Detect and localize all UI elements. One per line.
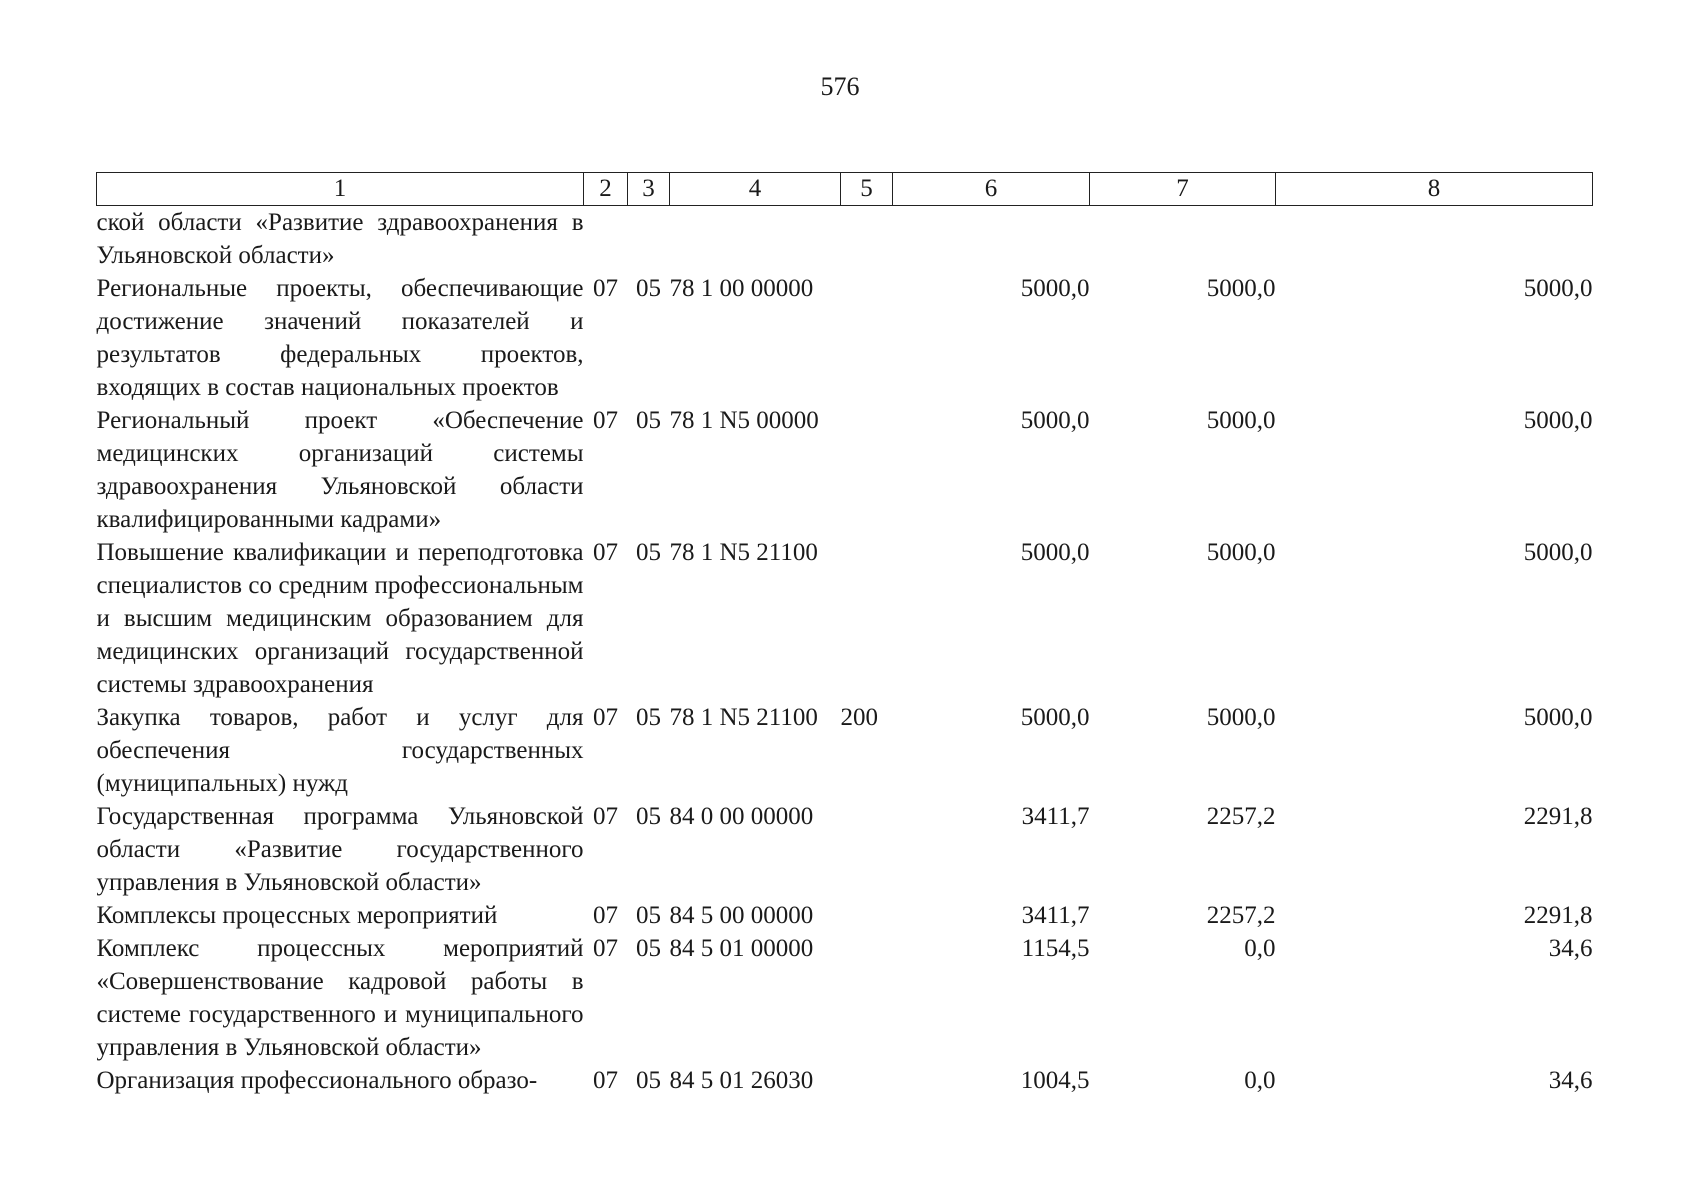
expense-type-code: 200 — [840, 704, 878, 731]
row-name: Государственная программа Ульяновской области «Развитие государственного управления в Ульяновской области» — [96, 803, 584, 896]
section-code: 07 — [593, 704, 618, 731]
target-article-code: 78 1 N5 21100 — [669, 704, 818, 731]
row-name: Комплекс процессных мероприятий «Совершенствование кадровой работы в системе государственного и муниципального управления в Ульяновской области» — [96, 935, 584, 1061]
table-row — [97, 701, 1593, 800]
amount-col-7: 5000,0 — [1206, 407, 1276, 434]
amount-col-6: 3411,7 — [1021, 902, 1090, 929]
amount-col-8 — [1276, 206, 1593, 273]
section-code: 07 — [593, 539, 618, 566]
section-code: 07 — [593, 803, 618, 830]
target-article-code: 84 5 01 00000 — [669, 935, 814, 962]
section-code: 07 — [593, 1067, 618, 1094]
subsection-code: 05 — [636, 407, 661, 434]
amount-col-8: 5000,0 — [1523, 275, 1593, 302]
target-article-code: 84 0 00 00000 — [669, 803, 814, 830]
target-article-code: 78 1 N5 21100 — [669, 539, 818, 566]
amount-col-7 — [1090, 206, 1276, 273]
amount-col-7: 2257,2 — [1206, 902, 1276, 929]
amount-col-8: 5000,0 — [1523, 704, 1593, 731]
page-number: 576 — [820, 72, 860, 101]
table-row — [97, 206, 1593, 273]
amount-col-7: 5000,0 — [1206, 704, 1276, 731]
column-header: 6 — [893, 173, 1090, 206]
subsection-code: 05 — [636, 704, 661, 731]
row-name: Комплексы процессных мероприятий — [96, 902, 498, 929]
subsection-code — [628, 206, 670, 273]
table-row — [97, 800, 1593, 899]
amount-col-6: 5000,0 — [1020, 539, 1090, 566]
expense-type-code — [841, 272, 893, 404]
table-row — [97, 272, 1593, 404]
subsection-code: 05 — [636, 935, 661, 962]
expense-type-code — [841, 1064, 893, 1097]
amount-col-6: 5000,0 — [1020, 275, 1090, 302]
column-header: 5 — [841, 173, 893, 206]
amount-col-6 — [893, 206, 1090, 273]
expense-type-code — [841, 899, 893, 932]
subsection-code: 05 — [636, 539, 661, 566]
section-code: 07 — [593, 902, 618, 929]
amount-col-6: 5000,0 — [1020, 407, 1090, 434]
amount-col-8: 5000,0 — [1523, 407, 1593, 434]
row-name: Закупка товаров, работ и услуг для обеспечения государственных (муниципальных) нужд — [96, 704, 584, 797]
amount-col-7: 0,0 — [1244, 935, 1276, 962]
table-row — [97, 1064, 1593, 1097]
amount-col-8: 34,6 — [1548, 1067, 1593, 1094]
column-header: 1 — [97, 173, 584, 206]
section-code — [584, 206, 628, 273]
amount-col-7: 5000,0 — [1206, 275, 1276, 302]
column-header: 4 — [670, 173, 841, 206]
row-name: Повышение квалификации и переподготовка специалистов со средним профессиональным и высшим медицинским образованием для медицинских организаций государственной системы здравоохранения — [96, 539, 584, 698]
amount-col-8: 2291,8 — [1523, 803, 1593, 830]
expense-type-code — [841, 800, 893, 899]
amount-col-7: 0,0 — [1244, 1067, 1276, 1094]
amount-col-6: 5000,0 — [1020, 704, 1090, 731]
budget-table — [96, 172, 1593, 1097]
row-name: Региональный проект «Обеспечение медицинских организаций системы здравоохранения Ульяновской области квалифицированными кадрами» — [96, 407, 584, 533]
section-code: 07 — [593, 935, 618, 962]
expense-type-code — [841, 404, 893, 536]
row-name: Организация профессионального образо- — [96, 1067, 538, 1094]
column-header: 7 — [1090, 173, 1276, 206]
subsection-code: 05 — [636, 902, 661, 929]
amount-col-8: 34,6 — [1548, 935, 1593, 962]
table-row — [97, 932, 1593, 1064]
section-code: 07 — [593, 407, 618, 434]
amount-col-6: 3411,7 — [1021, 803, 1090, 830]
table-row — [97, 404, 1593, 536]
target-article-code: 78 1 00 00000 — [669, 275, 814, 302]
amount-col-8: 5000,0 — [1523, 539, 1593, 566]
column-header: 3 — [628, 173, 670, 206]
amount-col-7: 5000,0 — [1206, 539, 1276, 566]
table-row — [97, 536, 1593, 701]
target-article-code: 78 1 N5 00000 — [669, 407, 819, 434]
amount-col-6: 1154,5 — [1021, 935, 1090, 962]
column-header: 2 — [584, 173, 628, 206]
section-code: 07 — [593, 275, 618, 302]
column-header: 8 — [1276, 173, 1593, 206]
expense-type-code — [841, 932, 893, 1064]
table-header — [97, 173, 1593, 206]
row-name: ской области «Развитие здравоохранения в Ульяновской области» — [96, 209, 584, 269]
amount-col-6: 1004,5 — [1020, 1067, 1090, 1094]
target-article-code: 84 5 00 00000 — [669, 902, 814, 929]
expense-type-code — [841, 536, 893, 701]
table-body — [97, 206, 1593, 1098]
target-article-code — [670, 206, 841, 273]
subsection-code: 05 — [636, 803, 661, 830]
amount-col-7: 2257,2 — [1206, 803, 1276, 830]
table-row — [97, 899, 1593, 932]
expense-type-code — [841, 206, 893, 273]
subsection-code: 05 — [636, 275, 661, 302]
row-name: Региональные проекты, обеспечивающие достижение значений показателей и результатов федеральных проектов, входящих в состав национальных проектов — [96, 275, 584, 401]
subsection-code: 05 — [636, 1067, 661, 1094]
amount-col-8: 2291,8 — [1523, 902, 1593, 929]
target-article-code: 84 5 01 26030 — [669, 1067, 814, 1094]
